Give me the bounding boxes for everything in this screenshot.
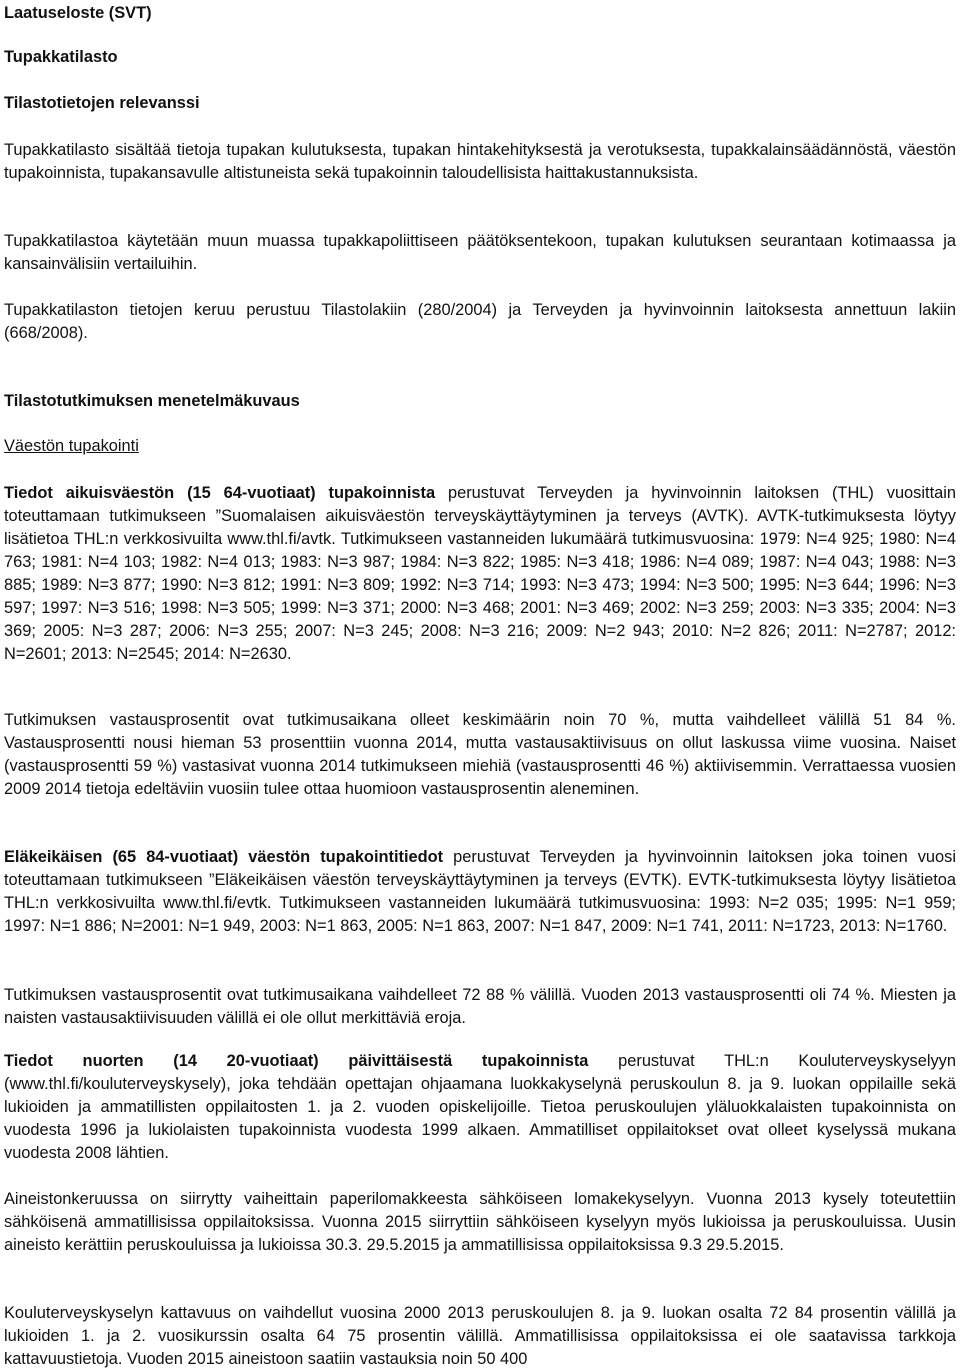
relevance-paragraph-3: Tupakkatilaston tietojen keruu perustuu Tilastolakiin (280/2004) ja Terveyden ja hyvinvoinnin laitoksesta annettuun lakiin (668/2008). — [4, 301, 956, 342]
relevance-paragraph-1: Tupakkatilasto sisältää tietoja tupakan kulutuksesta, tupakan hintakehityksestä ja verotuksesta, tupakkalainsäädännöstä, väestön tupakoinnista, tupakansavulle altistuneista sekä tupakoinnin taloudellisista haittakustannuksista. — [4, 141, 956, 182]
elderly-smoking-paragraph — [4, 846, 956, 938]
population-smoking-subheading: Väestön tupakointi — [4, 437, 139, 455]
adult-smoking-lead: Tiedot aikuisväestön (15 64-vuotiaat) tupakoinnista — [4, 484, 436, 502]
relevance-heading: Tilastotietojen relevanssi — [4, 94, 200, 112]
youth-smoking-lead: Tiedot nuorten (14 20-vuotiaat) päivittäisestä tupakoinnista — [4, 1052, 589, 1070]
data-collection-paragraph: Aineistonkeruussa on siirrytty vaiheittain paperilomakkeesta sähköiseen lomakekyselyyn. Vuonna 2013 kysely toteutettiin sähköisenä ammatillisissa oppilaitoksissa. Vuonna 2015 siirryttiin sähköiseen kyselyyn myös lukioissa ja peruskouluissa. Uusin aineisto kerättiin peruskouluissa ja lukioissa 30.3. 29.5.2015 ja ammatillisissa oppilaitoksissa 9.3 29.5.2015. — [4, 1190, 956, 1254]
elderly-smoking-lead: Eläkeikäisen (65 84-vuotiaat) väestön tupakointitiedot — [4, 848, 444, 866]
adult-smoking-text: perustuvat Terveyden ja hyvinvoinnin laitoksen (THL) vuosittain toteuttamaan tutkimukseen ”Suomalaisen aikuisväestön terveyskäyttäytyminen ja terveys (AVTK). AVTK-tutkimuksesta löytyy lisätietoa THL:n verkkosivuilta www.thl.fi/avtk. Tutkimukseen vastanneiden lukumäärä tutkimusvuosina: 1979: N=4 925; 1980: N=4 763; 1981: N=4 103; 1982: N=4 013; 1983: N=3 987; 1984: N=3 822; 1985: N=3 418; 1986: N=4 089; 1987: N=4 043; 1988: N=3 885; 1989: N=3 877; 1990: N=3 812; 1991: N=3 809; 1992: N=3 714; 1993: N=3 473; 1994: N=3 500; 1995: N=3 644; 1996: N=3 597; 1997: N=3 516; 1998: N=3 505; 1999: N=3 371; 2000: N=3 468; 2001: N=3 469; 2002: N=3 259; 2003: N=3 335; 2004: N=3 369; 2005: N=3 287; 2006: N=3 255; 2007: N=3 245; 2008: N=3 216; 2009: N=2 943; 2010: N=2 826; 2011: N=2787; 2012: N=2601; 2013: N=2545; 2014: N=2630. — [4, 484, 956, 663]
youth-smoking-text: perustuvat THL:n Kouluterveyskyselyyn (www.thl.fi/kouluterveyskysely), joka tehdään opettajan ohjaamana luokkakyselynä peruskoulun 8. ja 9. luokan oppilaille sekä lukioiden ja ammatillisten oppilaitosten 1. ja 2. vuoden opiskelijoille. Tietoa peruskoulujen yläluokkalaisten tupakoinnista on vuodesta 1996 ja lukiolaisten tupakoinnista vuodesta 1999 alkaen. Ammatilliset oppilaitokset ovat olleet kyselyssä mukana vuodesta 2008 lähtien. — [4, 1052, 956, 1162]
adult-smoking-paragraph — [4, 482, 956, 666]
response-rate-paragraph: Tutkimuksen vastausprosentit ovat tutkimusaikana olleet keskimäärin noin 70 %, mutta vaihdelleet välillä 51 84 %. Vastausprosentti nousi hieman 53 prosenttiin vuonna 2014, mutta vastausaktiivisuus on ollut laskussa viime vuosina. Naiset (vastausprosentti 59 %) vastasivat vuonna 2014 tutkimukseen miehiä (vastausprosentti 46 %) aktiivisemmin. Verrattaessa vuosien 2009 2014 tietoja edeltäviin vuosiin tulee ottaa huomioon vastausprosentin aleneminen. — [4, 711, 956, 798]
relevance-paragraph-2: Tupakkatilastoa käytetään muun muassa tupakkapoliittiseen päätöksentekoon, tupakan kulutuksen seurantaan kotimaassa ja kansainvälisiin vertailuihin. — [4, 232, 956, 273]
coverage-paragraph: Kouluterveyskyselyn kattavuus on vaihdellut vuosina 2000 2013 peruskoulujen 8. ja 9. luokan osalta 72 84 prosentin välillä ja lukioiden 1. ja 2. vuosikurssin osalta 64 75 prosentin välillä. Ammatillisissa oppilaitoksissa ei ole saatavissa tarkkoja kattavuustietoja. Vuoden 2015 aineistoon saatiin vastauksia noin 50 400 — [4, 1304, 956, 1368]
elderly-smoking-text: perustuvat Terveyden ja hyvinvoinnin laitoksen joka toinen vuosi toteuttamaan tutkimukseen ”Eläkeikäisen väestön terveyskäyttäytyminen ja terveys (EVTK). EVTK-tutkimuksesta löytyy lisätietoa THL:n verkkosivuilta www.thl.fi/evtk. Tutkimukseen vastanneiden lukumäärä tutkimusvuosina: 1993: N=2 035; 1995: N=1 959; 1997: N=1 886; N=2001: N=1 949, 2003: N=1 863, 2005: N=1 863, 2007: N=1 847, 2009: N=1 741, 2011: N=1723, 2013: N=1760. — [4, 848, 957, 935]
document-title: Laatuseloste (SVT) — [4, 4, 152, 22]
youth-smoking-paragraph — [4, 1050, 956, 1165]
document-subtitle: Tupakkatilasto — [4, 48, 118, 66]
methods-heading: Tilastotutkimuksen menetelmäkuvaus — [4, 392, 300, 410]
elderly-response-paragraph: Tutkimuksen vastausprosentit ovat tutkimusaikana vaihdelleet 72 88 % välillä. Vuoden 2013 vastausprosentti oli 74 %. Miesten ja naisten vastausaktiivisuuden välillä ei ole ollut merkittäviä eroja. — [4, 986, 956, 1027]
